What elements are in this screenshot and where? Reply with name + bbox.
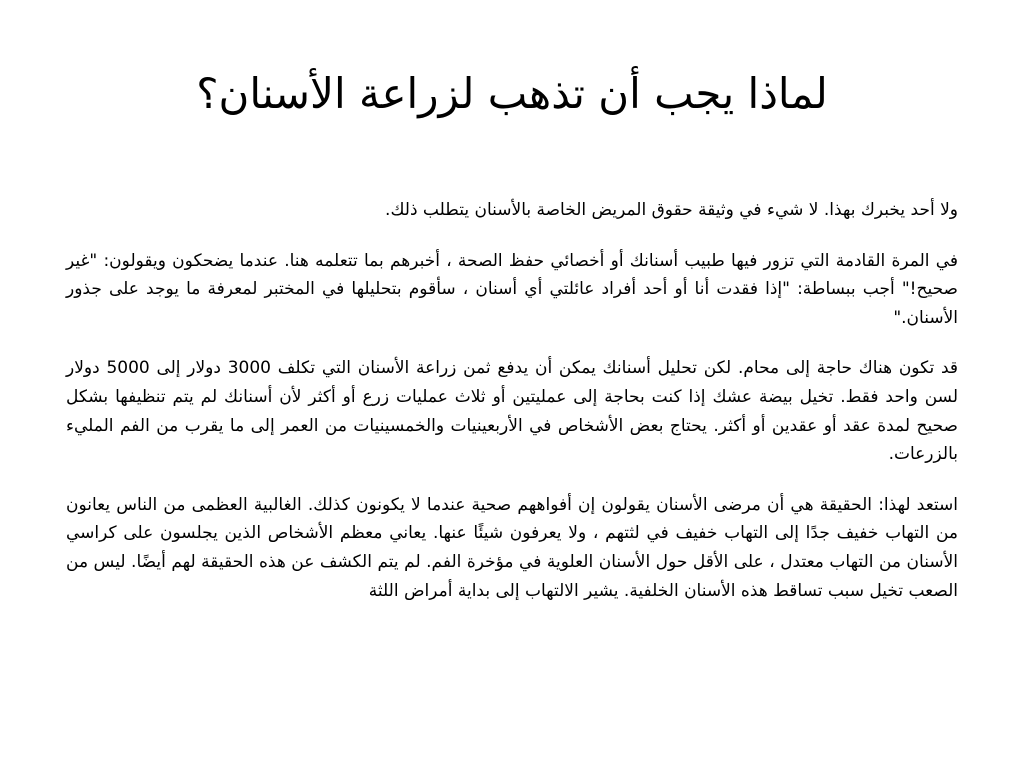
paragraph-3: قد تكون هناك حاجة إلى محام. لكن تحليل أسنانك يمكن أن يدفع ثمن زراعة الأسنان التي تكلف 3000 دولار إلى 5000 دولار لسن واحد فقط. تخيل بيضة عشك إذا كنت بحاجة إلى عمليتين أو ثلاث عمليات زرع أو أكثر لأن أسنانك لم يتم تنظيفها بشكل صحيح لمدة عقد أو عقدين أو أكثر. يحتاج بعض الأشخاص في الأربعينيات والخمسينيات من العمر إلى ما يقرب من الفم المليء بالزرعات. <box>66 358 959 465</box>
paragraph-2: في المرة القادمة التي تزور فيها طبيب أسنانك أو أخصائي حفظ الصحة ، أخبرهم بما تتعلمه هنا. عندما يضحكون ويقولون: "غير صحيح!" أجب ببساطة: "إذا فقدت أنا أو أحد أفراد عائلتي أي أسنان ، سأقوم بتحليلها في المختبر لمعرفة ما يوجد على جذور الأسنان." <box>66 250 958 328</box>
paragraph-4: استعد لهذا: الحقيقة هي أن مرضى الأسنان يقولون إن أفواههم صحية عندما لا يكونون كذلك. الغالبية العظمى من الناس يعانون من التهاب خفيف جدًا إلى التهاب خفيف في لثتهم ، ولا يعرفون شيئًا عنها. يعاني معظم الأشخاص الذين يجلسون على كراسي الأسنان من التهاب معتدل ، على الأقل حول الأسنان العلوية في مؤخرة الفم. لم يتم الكشف عن هذه الحقيقة لهم أيضًا. ليس من الصعب تخيل سبب تساقط هذه الأسنان الخلفية. يشير الالتهاب إلى بداية أمراض اللثة <box>66 494 958 601</box>
paragraph-1: ولا أحد يخبرك بهذا. لا شيء في وثيقة حقوق المريض الخاصة بالأسنان يتطلب ذلك. <box>385 200 958 220</box>
slide-body <box>66 196 958 627</box>
slide-title: لماذا يجب أن تذهب لزراعة الأسنان؟ <box>196 69 828 118</box>
